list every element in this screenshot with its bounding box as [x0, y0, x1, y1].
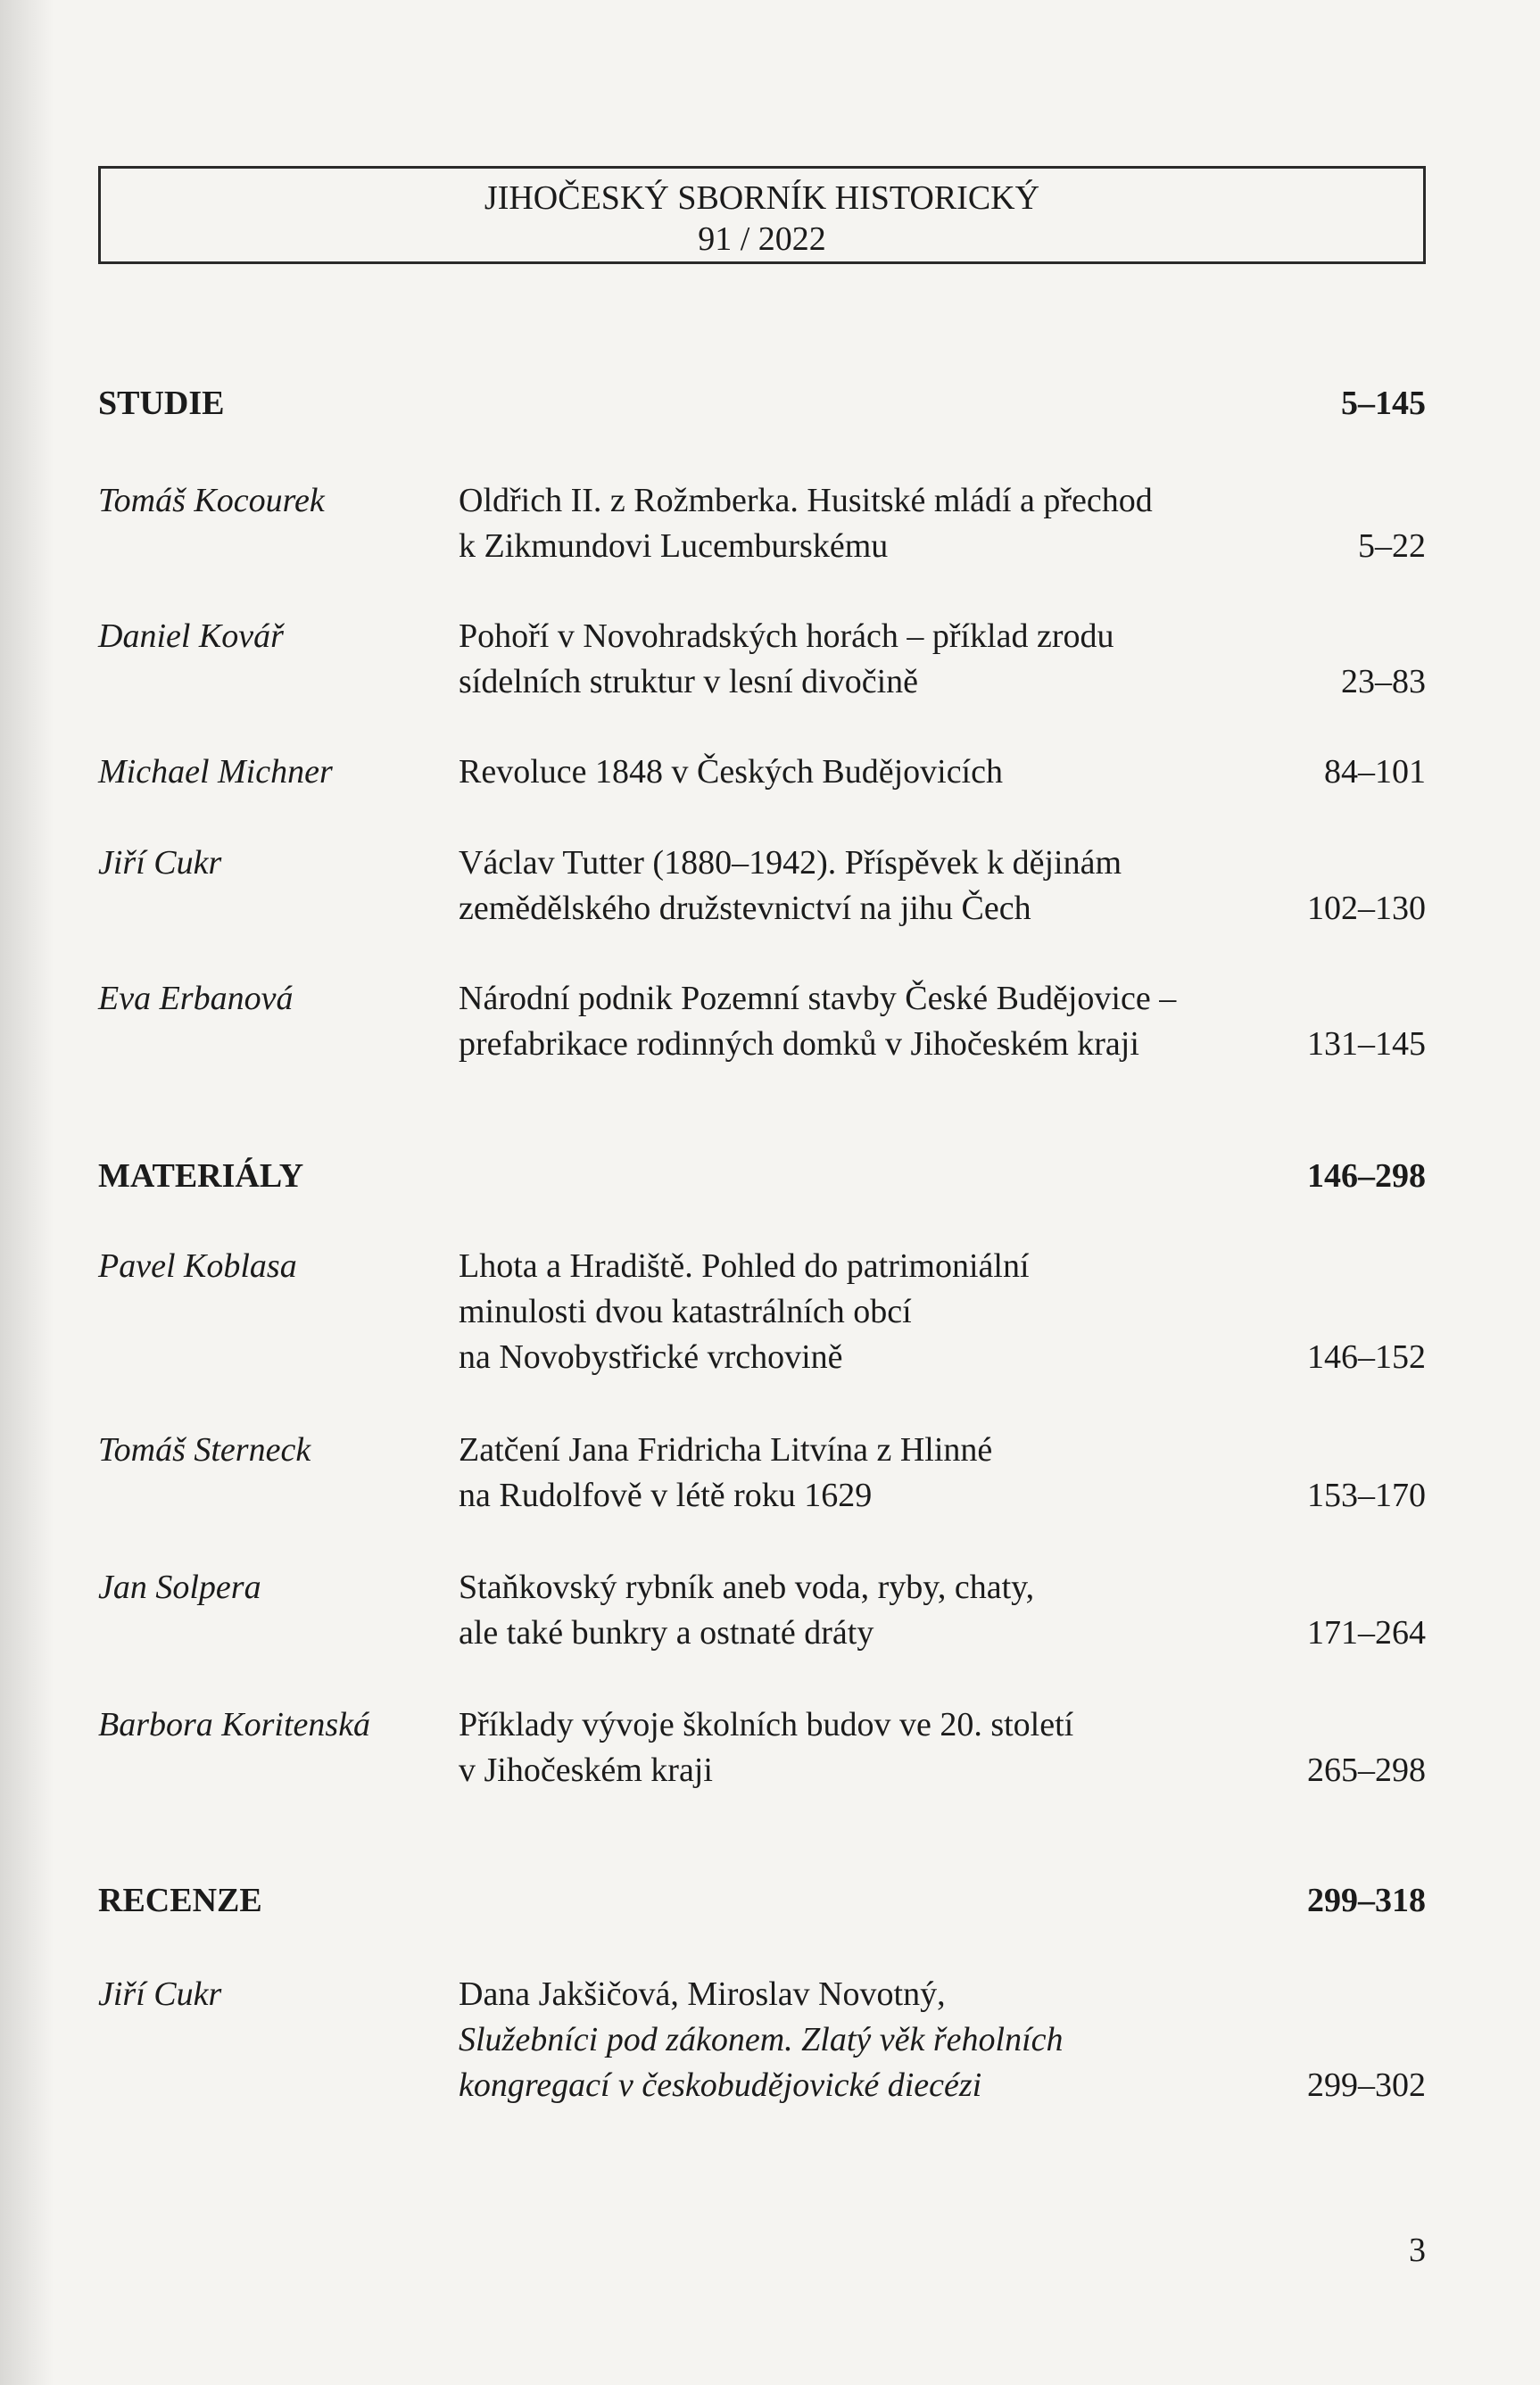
title-line: prefabrikace rodinných domků v Jihočeském kraji: [459, 1025, 1139, 1063]
entry-author: Barbora Koritenská: [98, 1706, 371, 1743]
toc-entry: [98, 749, 1426, 795]
title-line: v Jihočeském kraji: [459, 1751, 713, 1789]
entry-title: [459, 1244, 1351, 1380]
title-line: Staňkovský rybník aneb voda, ryby, chaty,: [459, 1569, 1035, 1606]
entry-title: [459, 1565, 1351, 1656]
title-line: zemědělského družstevnictví na jihu Čech: [459, 890, 1031, 927]
title-line: Oldřich II. z Rožmberka. Husitské mládí a přechod: [459, 482, 1153, 519]
journal-issue: 91 / 2022: [698, 220, 826, 258]
section-pages: 5–145: [1341, 385, 1426, 422]
section-heading-recenze: [98, 1881, 1426, 1925]
toc-entry: [98, 478, 1426, 569]
toc-entry: [98, 1702, 1426, 1793]
entry-author: Michael Michner: [98, 753, 333, 791]
toc-entry: [98, 976, 1426, 1067]
journal-header: [98, 166, 1426, 264]
entry-author: Eva Erbanová: [98, 980, 294, 1017]
entry-author: Tomáš Kocourek: [98, 482, 325, 519]
entry-title: [459, 614, 1351, 705]
entry-pages: 23–83: [1341, 663, 1426, 700]
entry-author: Jan Solpera: [98, 1569, 261, 1606]
entry-pages: 102–130: [1307, 890, 1426, 927]
entry-pages: 265–298: [1307, 1751, 1426, 1789]
title-line: sídelních struktur v lesní divočině: [459, 663, 919, 700]
title-line: Služebníci pod zákonem. Zlatý věk řeholních: [459, 2021, 1064, 2058]
title-line: Národní podnik Pozemní stavby České Budějovice –: [459, 980, 1177, 1017]
title-line: ale také bunkry a ostnaté dráty: [459, 1614, 874, 1652]
section-pages: 146–298: [1307, 1157, 1426, 1195]
entry-pages: 153–170: [1307, 1477, 1426, 1514]
title-line: minulosti dvou katastrálních obcí: [459, 1293, 912, 1330]
title-line: Revoluce 1848 v Českých Budějovicích: [459, 753, 1003, 791]
title-line: k Zikmundovi Lucemburskému: [459, 527, 889, 565]
section-title: STUDIE: [98, 385, 225, 422]
title-line: na Rudolfově v létě roku 1629: [459, 1477, 873, 1514]
entry-title: [459, 1428, 1351, 1519]
toc-entry: [98, 841, 1426, 932]
page-number: 3: [1409, 2232, 1426, 2269]
title-line: Václav Tutter (1880–1942). Příspěvek k dějinám: [459, 844, 1122, 882]
entry-title: [459, 749, 1351, 795]
section-heading-materialy: [98, 1156, 1426, 1201]
toc-entry: [98, 614, 1426, 705]
entry-title: [459, 1702, 1351, 1793]
title-line: kongregací v českobudějovické diecézi: [459, 2066, 982, 2104]
section-title: RECENZE: [98, 1882, 262, 1919]
toc-entry: [98, 1565, 1426, 1656]
toc-entry: [98, 1972, 1426, 2108]
entry-pages: 131–145: [1307, 1025, 1426, 1063]
title-line: Dana Jakšičová, Miroslav Novotný,: [459, 1975, 946, 2013]
entry-title: [459, 1972, 1351, 2108]
entry-author: Pavel Koblasa: [98, 1247, 297, 1285]
entry-author: Jiří Cukr: [98, 1975, 222, 2013]
page-edge-shadow: [0, 0, 54, 2385]
entry-pages: 299–302: [1307, 2066, 1426, 2104]
entry-author: Daniel Kovář: [98, 617, 284, 655]
entry-pages: 146–152: [1307, 1338, 1426, 1376]
section-pages: 299–318: [1307, 1882, 1426, 1919]
journal-title: JIHOČESKÝ SBORNÍK HISTORICKÝ: [484, 179, 1040, 217]
entry-pages: 84–101: [1324, 753, 1426, 791]
entry-title: [459, 841, 1351, 932]
toc-entry: [98, 1428, 1426, 1519]
entry-pages: 171–264: [1307, 1614, 1426, 1652]
title-line: na Novobystřické vrchovině: [459, 1338, 843, 1376]
entry-pages: 5–22: [1358, 527, 1426, 565]
entry-author: Jiří Cukr: [98, 844, 222, 882]
entry-author: Tomáš Sterneck: [98, 1431, 311, 1469]
title-line: Příklady vývoje školních budov ve 20. století: [459, 1706, 1074, 1743]
toc-entry: [98, 1244, 1426, 1380]
title-line: Lhota a Hradiště. Pohled do patrimoniální: [459, 1247, 1030, 1285]
title-line: Zatčení Jana Fridricha Litvína z Hlinné: [459, 1431, 993, 1469]
title-line: Pohoří v Novohradských horách – příklad zrodu: [459, 617, 1114, 655]
entry-title: [459, 976, 1351, 1067]
section-title: MATERIÁLY: [98, 1157, 304, 1195]
entry-title: [459, 478, 1351, 569]
section-heading-studie: [98, 384, 1426, 428]
